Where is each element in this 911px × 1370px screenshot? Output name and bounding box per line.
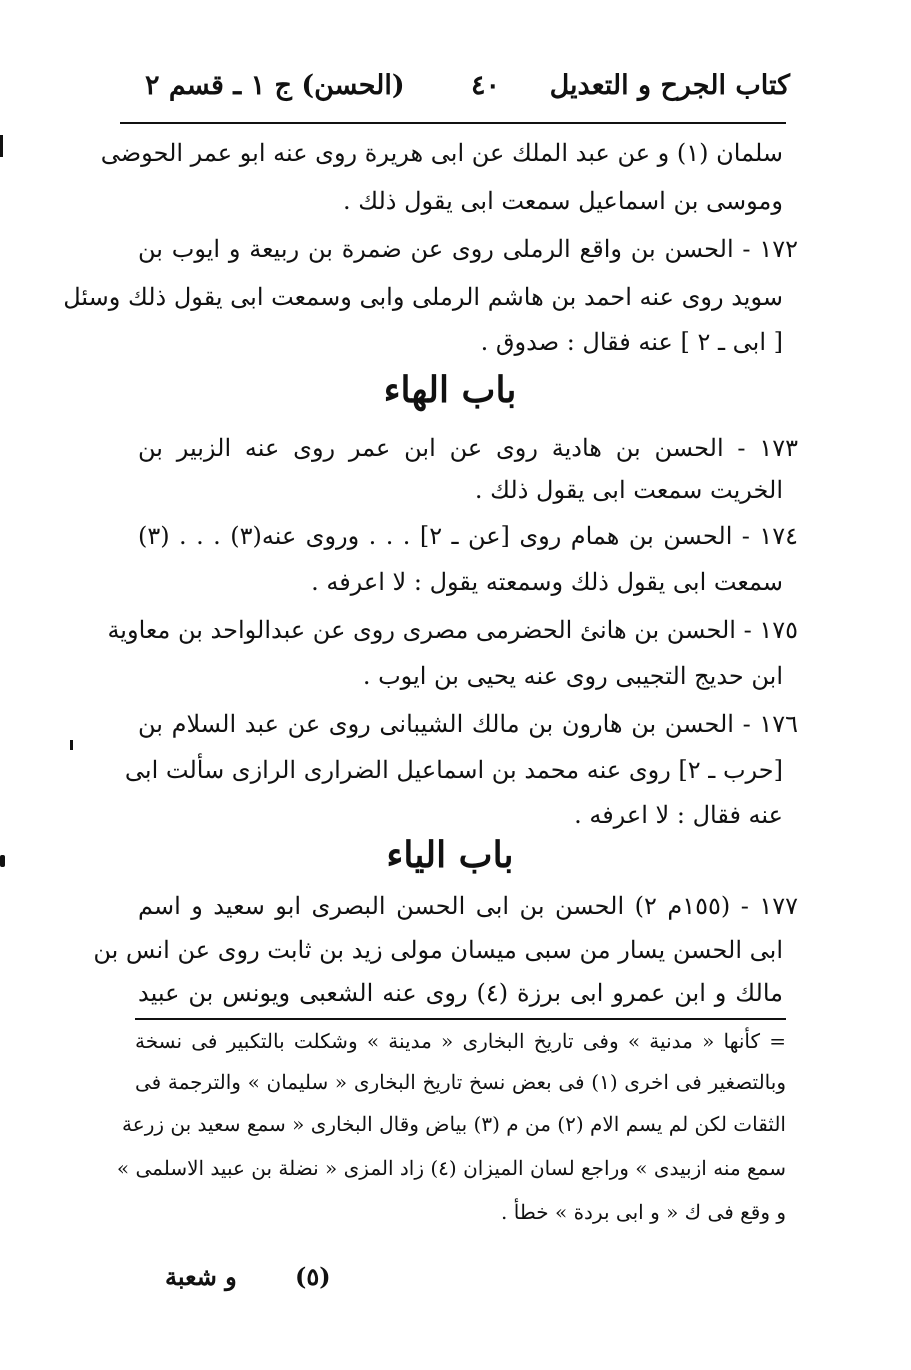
footnote-line: = كأنها « مدنية » وفى تاريخ البخارى « مدينة » وشكلت بالتكبير فى نسخة	[135, 1029, 786, 1053]
section-title-ya: باب الياء	[386, 834, 514, 876]
text-line: مالك و ابن عمرو ابى برزة (٤) روى عنه الشعبى ويونس بن عبيد	[138, 979, 784, 1007]
signature-mark: (٥)	[295, 1262, 331, 1291]
entry-176: ١٧٦ - الحسن بن هارون بن مالك الشيبانى روى عن عبد السلام بن	[138, 710, 798, 738]
page-number: ٤٠	[470, 70, 500, 101]
text-line: سمعت ابى يقول ذلك وسمعته يقول : لا اعرفه .	[311, 568, 783, 596]
text-line: سلمان (١) و عن عبد الملك عن ابى هريرة روى عنه ابو عمر الحوضى	[100, 139, 783, 167]
text-line: وموسى بن اسماعيل سمعت ابى يقول ذلك .	[342, 187, 783, 215]
text-line: الخريت سمعت ابى يقول ذلك .	[474, 476, 783, 504]
header-rule	[120, 122, 786, 124]
text-line: ابن حديج التجيبى روى عنه يحيى بن ايوب .	[362, 662, 783, 690]
entry-173: ١٧٣ - الحسن بن هادية روى عن ابن عمر روى عنه الزبير بن	[138, 434, 798, 462]
footnote-rule	[135, 1018, 786, 1020]
text-line: [ ابى ـ ٢ ] عنه فقال : صدوق .	[480, 328, 783, 356]
footnote-line: وبالتصغير فى اخرى (١) فى بعض نسخ تاريخ البخارى « سليمان » والترجمة فى	[135, 1070, 786, 1094]
catchword: و شعبة	[165, 1262, 237, 1291]
page-header	[120, 70, 790, 110]
entry-177: ١٧٧ - (١٥٥م ٢) الحسن بن ابى الحسن البصرى ابو سعيد و اسم	[138, 892, 798, 920]
text-line: عنه فقال : لا اعرفه .	[574, 801, 783, 829]
footnote-line: سمع منه ازبيدى » وراجع لسان الميزان (٤) زاد المزى « نضلة بن عبيد الاسلمى »	[116, 1156, 786, 1180]
scan-speck	[70, 740, 73, 750]
entry-175: ١٧٥ - الحسن بن هانئ الحضرمى مصرى روى عن عبدالواحد بن معاوية	[107, 616, 798, 644]
entry-174: ١٧٤ - الحسن بن همام روى [عن ـ ٢] . . . وروى عنه(٣) . . . (٣)	[138, 522, 798, 550]
book-title: كتاب الجرح و التعديل	[549, 70, 790, 101]
entry-172: ١٧٢ - الحسن بن واقع الرملى روى عن ضمرة بن ربيعة و ايوب بن	[138, 235, 798, 263]
volume-info: (الحسن) ج ١ ـ قسم ٢	[145, 70, 405, 101]
text-line: سويد روى عنه احمد بن هاشم الرملى وابى وسمعت ابى يقول ذلك وسئل	[63, 283, 783, 311]
footnote-line: الثقات لكن لم يسم الام (٢) من م (٣) بياض وقال البخارى « سمع سعيد بن زرعة	[122, 1112, 786, 1136]
footnote-line: و وقع فى ك « و ابى بردة » خطأ .	[501, 1200, 786, 1224]
section-title-ha: باب الهاء	[383, 369, 517, 411]
text-line: [حرب ـ ٢] روى عنه محمد بن اسماعيل الضرارى الرازى سألت ابى	[124, 756, 783, 784]
text-line: ابى الحسن يسار من سبى ميسان مولى زيد بن ثابت روى عن انس بن	[93, 936, 783, 964]
scan-speck	[0, 855, 5, 867]
scan-speck	[0, 135, 3, 157]
